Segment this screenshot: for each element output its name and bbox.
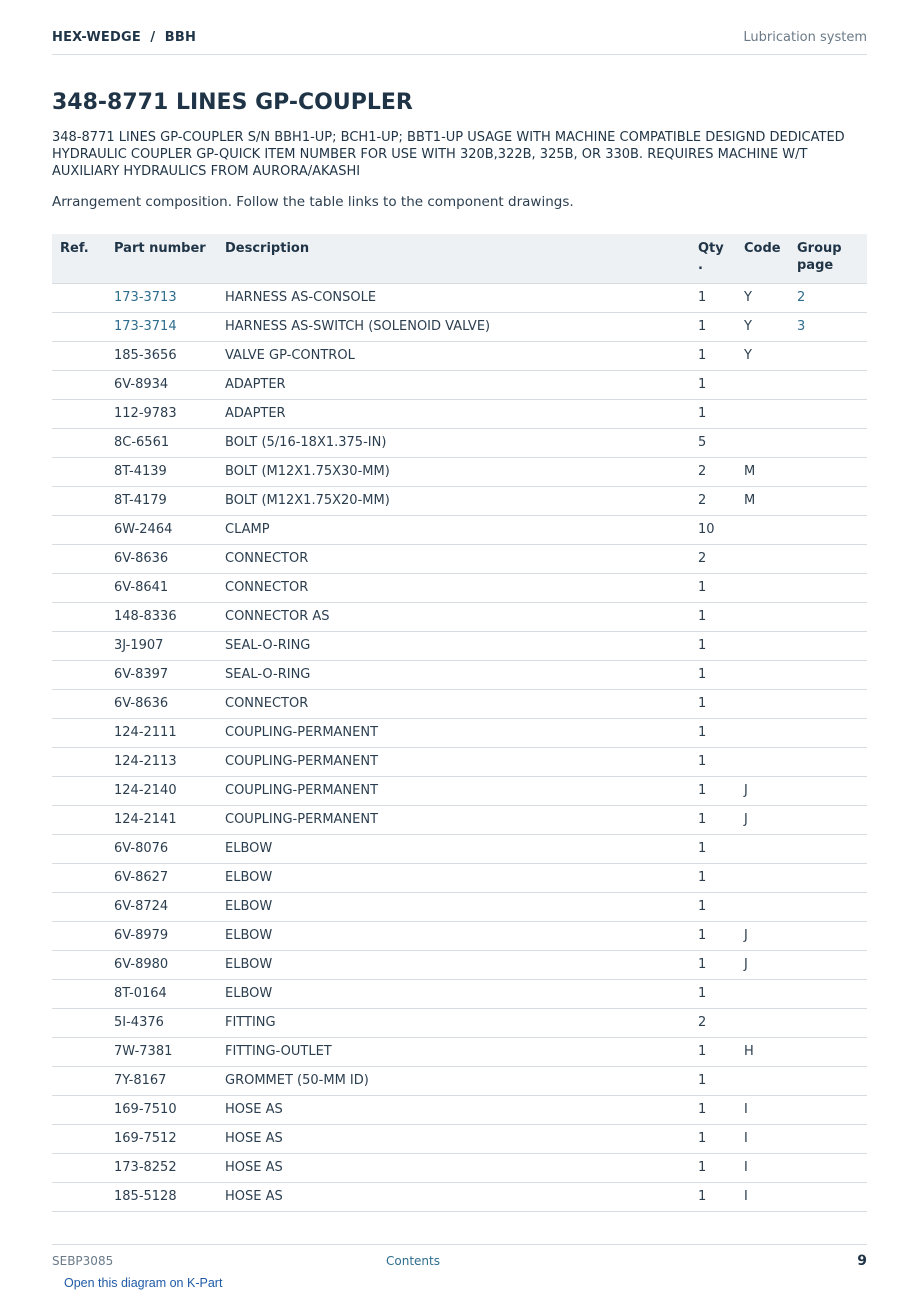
cell-group-page [797,515,867,544]
table-row [52,950,867,979]
cell-qty: 1 [698,754,707,769]
cell-qty: 10 [698,522,715,537]
cell-code: I [744,1131,748,1146]
cell-code [744,544,797,573]
cell-qty: 2 [698,1015,707,1030]
page-header [52,28,867,55]
cell-ref [52,457,114,486]
cell-code: M [744,464,756,479]
cell-qty: 2 [698,464,707,479]
cell-description: COUPLING-PERMANENT [225,812,379,827]
cell-group-page [797,1124,867,1153]
cell-ref [52,892,114,921]
table-row [52,341,867,370]
cell-group-page [797,1153,867,1182]
table-row [52,1095,867,1124]
cell-ref [52,1037,114,1066]
cell-part-number: 112-9783 [114,406,177,421]
cell-group-page [797,283,867,312]
cell-group-page [797,689,867,718]
section-title: Lubrication system [743,30,867,45]
cell-qty: 1 [698,609,707,624]
cell-qty: 1 [698,1073,707,1088]
cell-ref [52,1095,114,1124]
cell-group-page [797,747,867,776]
table-row [52,776,867,805]
cell-code [744,399,797,428]
cell-description: CONNECTOR [225,580,309,595]
cell-qty: 1 [698,1189,707,1204]
cell-ref [52,805,114,834]
cell-part-number: 8T-0164 [114,986,167,1001]
cell-group-page [797,399,867,428]
cell-part-number: 6V-8076 [114,841,169,856]
cell-ref [52,515,114,544]
table-row [52,1182,867,1211]
column-header-part-number: Part number [114,241,206,256]
table-row [52,689,867,718]
cell-ref [52,1008,114,1037]
cell-ref [52,1182,114,1211]
cell-qty: 1 [698,783,707,798]
cell-ref [52,950,114,979]
cell-qty: 1 [698,283,744,312]
table-row [52,805,867,834]
table-row [52,921,867,950]
cell-qty: 1 [698,348,707,363]
cell-code: Y [744,348,752,363]
cell-description: FITTING-OUTLET [225,1044,332,1059]
cell-code: J [744,783,748,798]
cell-part-number: 7Y-8167 [114,1073,167,1088]
group-page-link[interactable]: 2 [797,290,806,305]
cell-ref [52,718,114,747]
cell-code: I [744,1189,748,1204]
cell-group-page [797,1182,867,1211]
cell-description: COUPLING-PERMANENT [225,725,379,740]
cell-description: BOLT (5/16-18X1.375-IN) [225,435,387,450]
cell-part-number [114,283,225,312]
cell-part-number: 6V-8979 [114,928,169,943]
cell-description: SEAL-O-RING [225,638,311,653]
cell-description: SEAL-O-RING [225,667,311,682]
cell-code [744,370,797,399]
cell-ref [52,1153,114,1182]
cell-qty: 1 [698,986,707,1001]
table-row [52,1124,867,1153]
cell-group-page [797,834,867,863]
cell-qty: 2 [698,493,707,508]
cell-ref [52,486,114,515]
cell-qty: 1 [698,725,707,740]
part-number-link[interactable]: 173-3714 [114,319,177,334]
cell-description: ELBOW [225,841,273,856]
cell-ref [52,428,114,457]
cell-part-number: 6V-8980 [114,957,169,972]
cell-code [744,1008,797,1037]
table-row [52,544,867,573]
cell-ref [52,283,114,312]
cell-description: HOSE AS [225,1102,283,1117]
cell-qty: 2 [698,551,707,566]
cell-part-number: 8T-4179 [114,493,167,508]
cell-group-page [797,1066,867,1095]
cell-qty: 1 [698,870,707,885]
cell-description: HARNESS AS-SWITCH (SOLENOID VALVE) [225,319,491,334]
table-row [52,486,867,515]
assembly-description: 348-8771 LINES GP-COUPLER S/N BBH1-UP; BCH1-UP; BBT1-UP USAGE WITH MACHINE COMPATIBLE DESIGND DEDICATED HYDRAULIC COUPLER GP-QUICK ITEM NUMBER FOR USE WITH 320B,322B, 325B, OR 330B. REQUIRES MACHINE W/T AUXILIARY HYDRAULICS FROM AURORA/AKASHI [52,130,845,179]
cell-group-page [797,370,867,399]
cell-ref [52,776,114,805]
cell-description: CONNECTOR AS [225,609,330,624]
table-header-row [52,234,867,283]
cell-group-page [797,776,867,805]
cell-group-page [797,921,867,950]
cell-group-page [797,979,867,1008]
table-row [52,457,867,486]
column-header-code: Code [744,241,781,256]
cell-part-number [114,312,225,341]
table-row [52,399,867,428]
table-row [52,515,867,544]
cell-part-number: 6V-8724 [114,899,169,914]
cell-part-number: 6V-8641 [114,580,169,595]
cell-code: J [744,812,748,827]
cell-group-page [797,457,867,486]
cell-part-number: 185-3656 [114,348,177,363]
cell-part-number: 169-7510 [114,1102,177,1117]
cell-part-number: 6V-8397 [114,667,169,682]
cell-group-page [797,312,867,341]
cell-description: CONNECTOR [225,696,309,711]
cell-description: COUPLING-PERMANENT [225,754,379,769]
cell-group-page [797,486,867,515]
cell-description: BOLT (M12X1.75X20-MM) [225,493,390,508]
cell-ref [52,341,114,370]
parts-table [52,234,867,1212]
cell-description: HOSE AS [225,1189,283,1204]
cell-code [744,1066,797,1095]
cell-description: ELBOW [225,957,273,972]
cell-part-number: 6V-8934 [114,377,169,392]
cell-part-number: 5I-4376 [114,1015,164,1030]
table-row [52,602,867,631]
cell-description: VALVE GP-CONTROL [225,348,355,363]
cell-qty: 1 [698,696,707,711]
table-row [52,312,867,341]
column-header-ref: Ref. [60,241,89,256]
cell-code: J [744,928,748,943]
cell-qty: 1 [698,406,707,421]
cell-code: Y [744,283,797,312]
cell-code [744,834,797,863]
cell-ref [52,370,114,399]
cell-qty: 1 [698,377,707,392]
cell-code [744,863,797,892]
page-title: 348-8771 LINES GP-COUPLER [52,90,413,115]
cell-code [744,892,797,921]
cell-code: J [744,957,748,972]
column-header-description: Description [225,241,310,256]
part-number-link[interactable]: 173-3713 [114,290,177,305]
cell-description: ADAPTER [225,377,286,392]
table-row [52,631,867,660]
table-row [52,428,867,457]
cell-description: HOSE AS [225,1131,283,1146]
cell-part-number: 6V-8636 [114,696,169,711]
column-header-qty: Qty . [698,241,724,273]
table-row [52,1066,867,1095]
cell-ref [52,689,114,718]
cell-description: ELBOW [225,928,273,943]
parts-table-body [52,283,867,1211]
cell-code [744,747,797,776]
table-row [52,892,867,921]
cell-part-number: 8C-6561 [114,435,170,450]
cell-code [744,718,797,747]
cell-group-page [797,718,867,747]
cell-code: I [744,1160,748,1175]
cell-code: I [744,1102,748,1117]
table-row [52,979,867,1008]
cell-ref [52,544,114,573]
cell-ref [52,979,114,1008]
cell-code: H [744,1044,754,1059]
contents-link[interactable]: Contents [386,1254,440,1268]
cell-qty: 1 [698,319,707,334]
cell-description: GROMMET (50-MM ID) [225,1073,369,1088]
cell-code [744,631,797,660]
cell-description: ELBOW [225,899,273,914]
cell-ref [52,312,114,341]
cell-part-number: 7W-7381 [114,1044,173,1059]
cell-qty: 1 [698,667,707,682]
cell-group-page [797,660,867,689]
cell-qty: 1 [698,1160,707,1175]
cell-part-number: 124-2140 [114,783,177,798]
table-row [52,573,867,602]
cell-qty: 1 [698,812,707,827]
page-number: 9 [857,1253,867,1269]
cell-part-number: 173-8252 [114,1160,177,1175]
cell-group-page [797,1037,867,1066]
cell-part-number: 6W-2464 [114,522,173,537]
intro-text: Arrangement composition. Follow the table links to the component drawings. [52,194,574,210]
cell-description: COUPLING-PERMANENT [225,783,379,798]
cell-description: FITTING [225,1015,276,1030]
cell-part-number: 148-8336 [114,609,177,624]
cell-code [744,660,797,689]
table-row [52,283,867,312]
cell-description: CONNECTOR [225,551,309,566]
cell-group-page [797,805,867,834]
cell-ref [52,863,114,892]
cell-part-number: 124-2141 [114,812,177,827]
breadcrumb: HEX-WEDGE / BBH [52,30,197,45]
cell-ref [52,573,114,602]
cell-code [744,573,797,602]
cell-group-page [797,631,867,660]
page-footer [52,1244,867,1275]
cell-qty: 1 [698,1131,707,1146]
cell-part-number: 124-2111 [114,725,177,740]
cell-part-number: 6V-8636 [114,551,169,566]
cell-qty: 1 [698,1102,707,1117]
cell-part-number: 185-5128 [114,1189,177,1204]
cell-ref [52,747,114,776]
table-row [52,1008,867,1037]
cell-description: CLAMP [225,522,270,537]
cell-qty: 1 [698,580,707,595]
cell-code [744,602,797,631]
table-row [52,370,867,399]
table-row [52,863,867,892]
cell-description: HOSE AS [225,1160,283,1175]
table-row [52,1153,867,1182]
cell-code [744,515,797,544]
cell-description: BOLT (M12X1.75X30-MM) [225,464,390,479]
cell-group-page [797,428,867,457]
table-row [52,834,867,863]
cell-part-number: 169-7512 [114,1131,177,1146]
cell-description: ELBOW [225,986,273,1001]
cell-part-number: 124-2113 [114,754,177,769]
cell-description: ELBOW [225,870,273,885]
kpart-diagram-link[interactable]: Open this diagram on K-Part [64,1276,223,1290]
document-id: SEBP3085 [52,1254,114,1268]
cell-ref [52,399,114,428]
cell-part-number: 6V-8627 [114,870,169,885]
cell-ref [52,921,114,950]
cell-group-page [797,950,867,979]
table-row [52,1037,867,1066]
cell-group-page [797,1095,867,1124]
cell-qty: 1 [698,1044,707,1059]
cell-group-page [797,1008,867,1037]
cell-description: HARNESS AS-CONSOLE [225,283,698,312]
cell-ref [52,631,114,660]
cell-qty: 1 [698,841,707,856]
cell-ref [52,1124,114,1153]
cell-group-page [797,863,867,892]
cell-qty: 1 [698,928,707,943]
cell-code: M [744,493,756,508]
cell-description: ADAPTER [225,406,286,421]
cell-part-number: 8T-4139 [114,464,167,479]
table-row [52,747,867,776]
cell-group-page [797,544,867,573]
cell-code [744,689,797,718]
cell-group-page [797,892,867,921]
cell-qty: 1 [698,899,707,914]
cell-ref [52,660,114,689]
cell-part-number: 3J-1907 [114,638,164,653]
cell-qty: 1 [698,957,707,972]
cell-group-page [797,573,867,602]
table-row [52,660,867,689]
cell-code [744,428,797,457]
cell-ref [52,602,114,631]
cell-group-page [797,341,867,370]
cell-ref [52,1066,114,1095]
table-row [52,718,867,747]
cell-group-page [797,602,867,631]
cell-ref [52,834,114,863]
cell-code [744,979,797,1008]
column-header-group-page: Group page [797,241,842,273]
cell-qty: 5 [698,435,707,450]
group-page-link[interactable]: 3 [797,319,806,334]
cell-code: Y [744,319,752,334]
cell-qty: 1 [698,638,707,653]
